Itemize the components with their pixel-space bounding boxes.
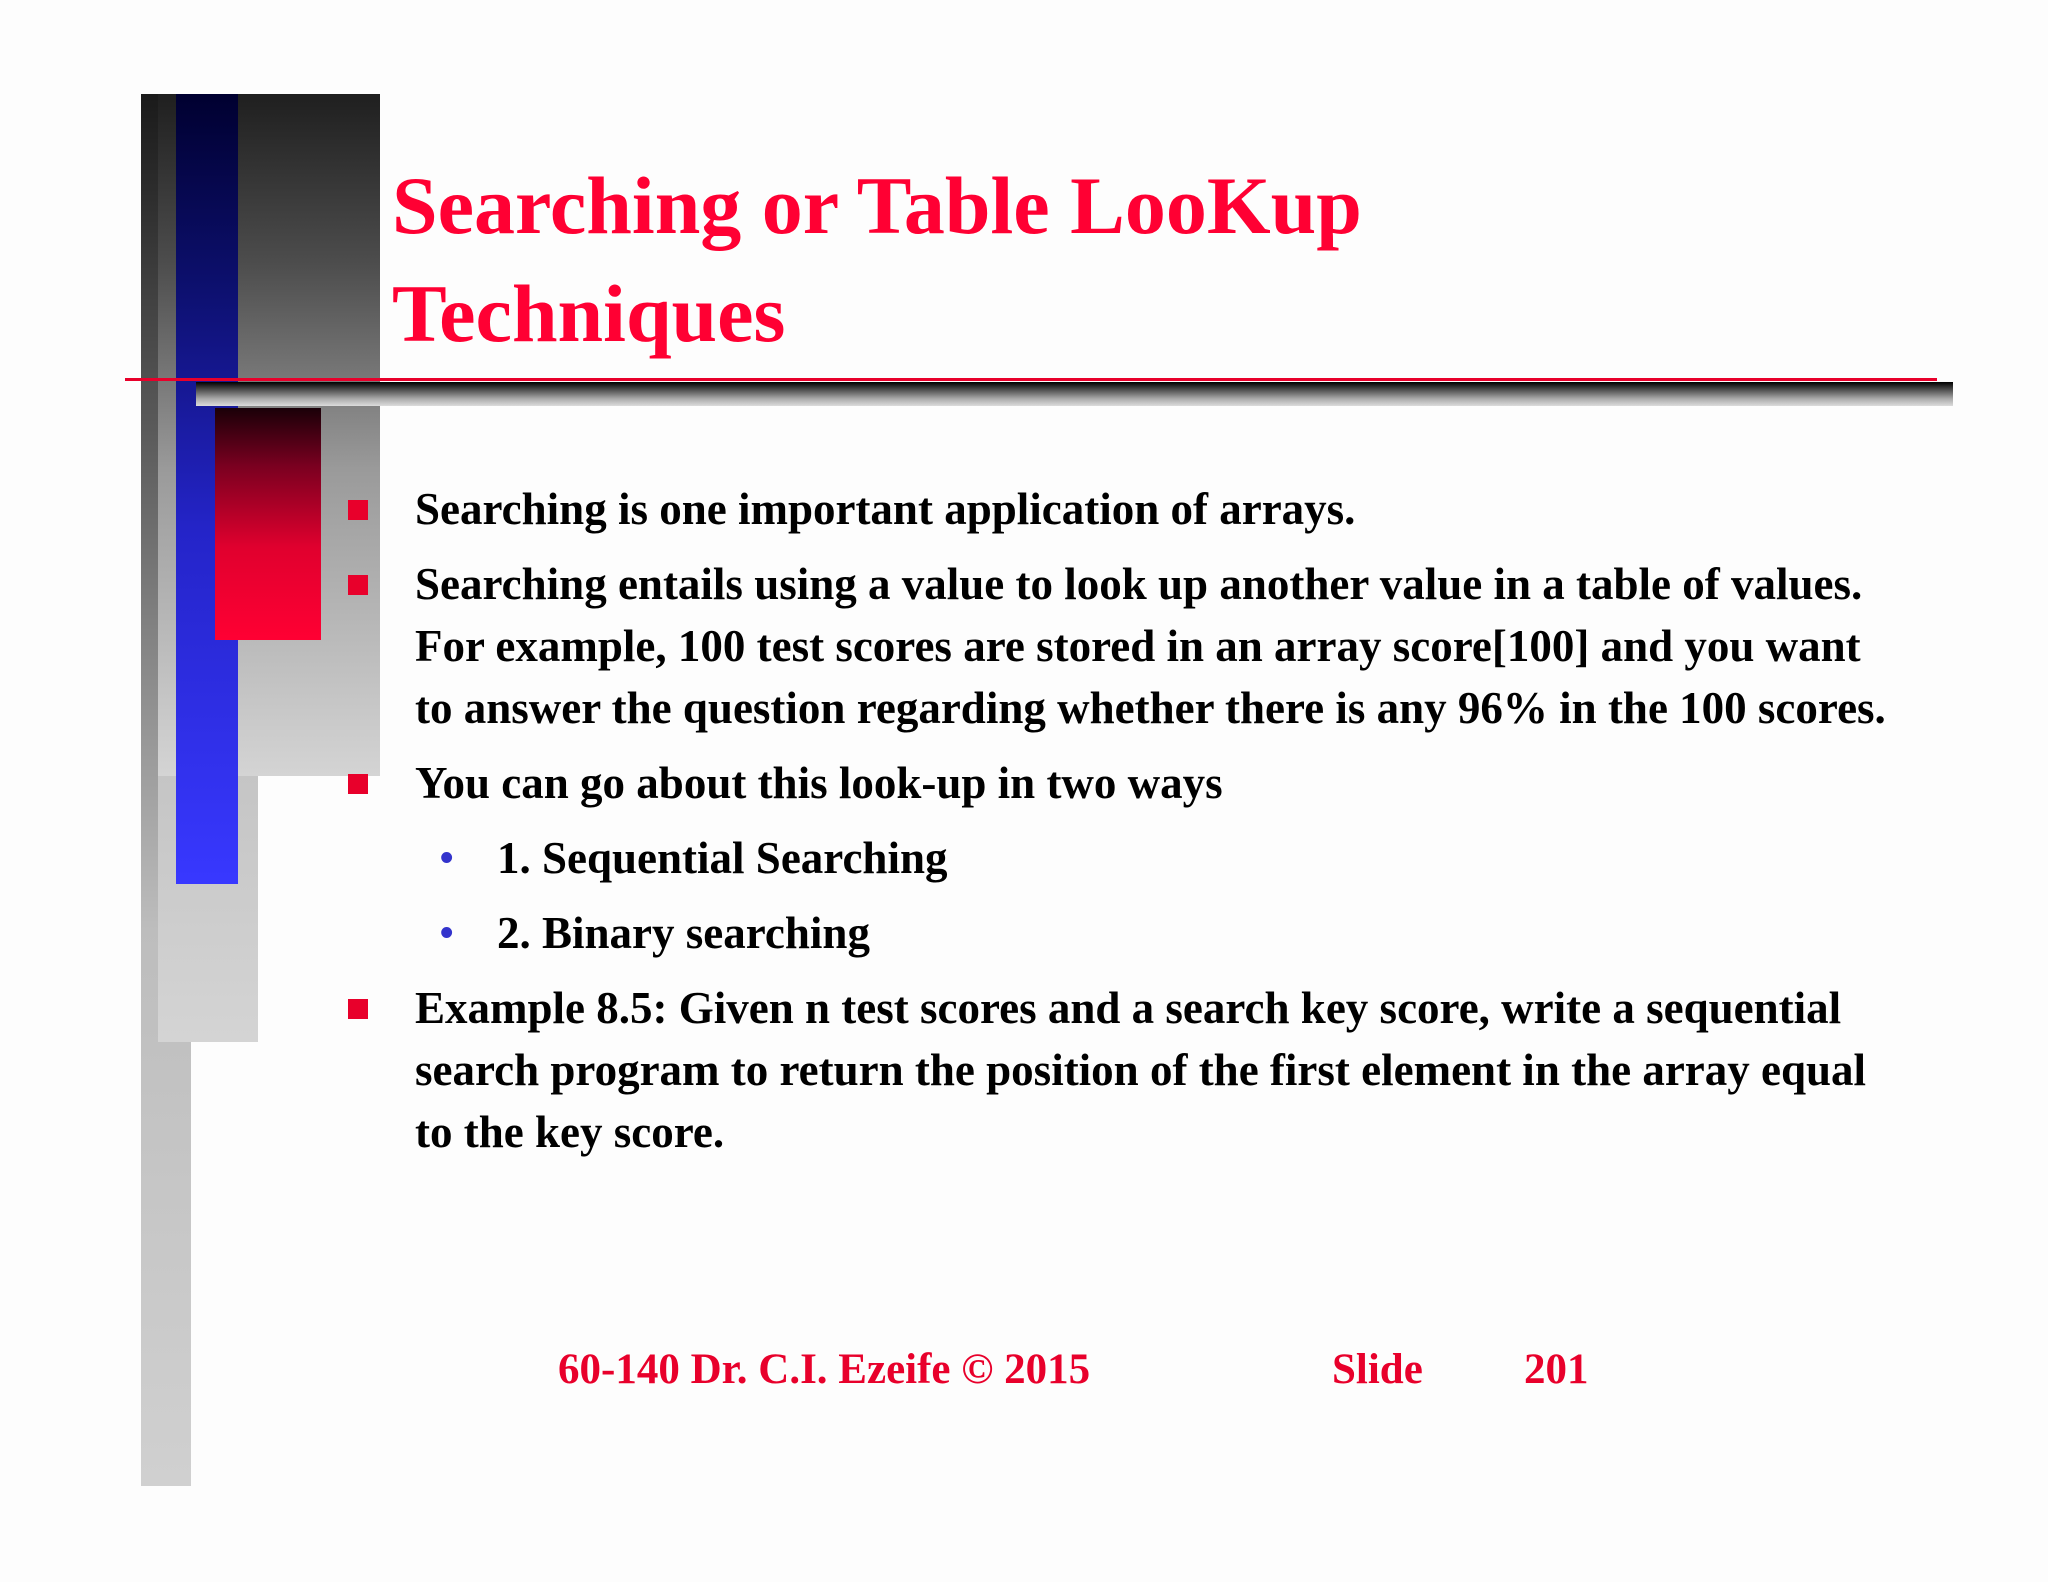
square-bullet-icon [348, 575, 368, 595]
title-underline [125, 378, 1937, 381]
dot-bullet-icon: • [440, 912, 454, 954]
slide-title-line-2: Techniques [392, 268, 786, 359]
sub-bullet-text: 1. Sequential Searching [497, 833, 948, 883]
title-shadow-bar [196, 382, 1953, 406]
sub-bullet-item [340, 902, 1900, 964]
footer-course-info: 60-140 Dr. C.I. Ezeife © 2015 [558, 1346, 1091, 1393]
footer-slide-number: 201 [1524, 1346, 1589, 1393]
square-bullet-icon [348, 999, 368, 1019]
square-bullet-icon [348, 500, 368, 520]
bullet-text: Searching entails using a value to look up another value in a table of values. For example, 100 test scores are stored in an array score[100] and you want to answer the question regarding whether there is any 96% in the 100 scores. [415, 559, 1886, 733]
footer-slide-label: Slide [1332, 1346, 1423, 1393]
square-bullet-icon [348, 774, 368, 794]
sub-bullet-text: 2. Binary searching [497, 908, 870, 958]
bullet-item [340, 977, 1900, 1163]
dot-bullet-icon: • [440, 837, 454, 879]
bullet-text: You can go about this look-up in two ways [415, 758, 1223, 808]
bullet-item [340, 553, 1900, 739]
slide-title [392, 152, 1892, 368]
bullet-text: Searching is one important application of arrays. [415, 484, 1356, 534]
decor-red-block [215, 408, 321, 640]
bullet-item [340, 478, 1900, 540]
slide-title-line-1: Searching or Table LooKup [392, 160, 1362, 251]
bullet-text: Example 8.5: Given n test scores and a search key score, write a sequential search program to return the position of the first element in the array equal to the key score. [415, 983, 1867, 1157]
sub-bullet-item [340, 827, 1900, 889]
bullet-item [340, 752, 1900, 814]
slide-body [340, 478, 1900, 1176]
